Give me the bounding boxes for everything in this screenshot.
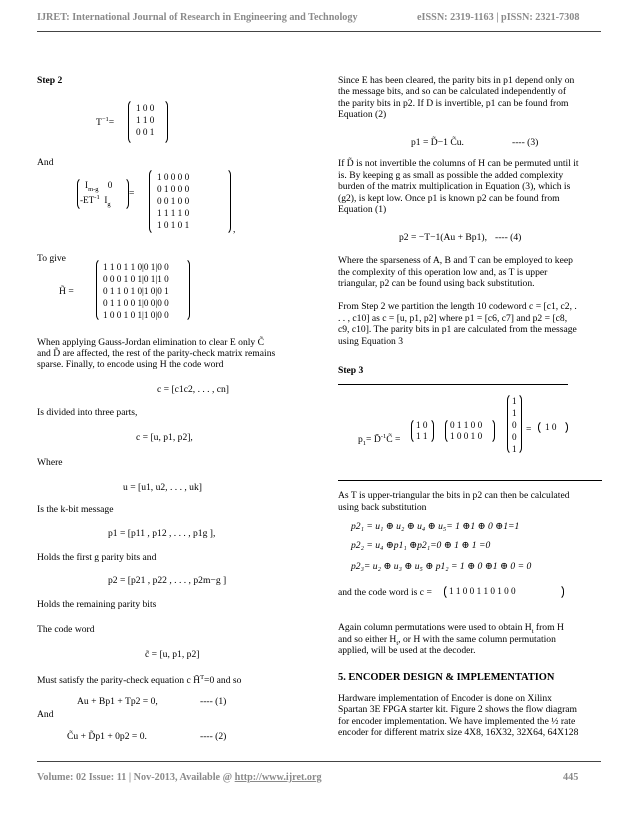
eq-cu-number: ---- (2) [200, 731, 227, 742]
result-equals: = [526, 424, 532, 435]
para-line: applied, will be used at the decoder. [338, 645, 476, 656]
eq3: p1 = D̃−1 C̃u. [411, 137, 464, 148]
header-rule [37, 31, 601, 32]
para-line: Spartan 3E FPGA starter kit. Figure 2 shows the flow diagram [338, 704, 578, 715]
big-row: 0 1 0 0 0 [157, 184, 190, 194]
para-line: Where the sparseness of A, B and T can be employed to keep [338, 255, 573, 266]
codeword-row: 1 1 0 0 1 1 0 1 0 0 [449, 586, 516, 596]
para-line: Again column permutations were used to obtain $H_t$ from H [338, 622, 564, 635]
para-line: the message bits, and so can be calculated independently of [338, 86, 567, 97]
big-row: 1 0 0 0 0 [157, 172, 190, 182]
tinv-row: 1 0 0 [136, 103, 155, 113]
c-row: 0 1 1 0 0 [450, 420, 483, 430]
para-line: From Step 2 we partition the length 10 codeword c = [c1, c2, . [338, 301, 577, 312]
para-line: is. By keeping g as small as possible the added complexity [338, 170, 564, 181]
eq3-number: ---- (3) [512, 137, 539, 148]
h-row: 0 1 1 0 0 1|0 0|0 0 [103, 298, 169, 308]
para-line: and so either $H_t$, or H with the same column permutation [338, 634, 556, 647]
gauss-line: and D̃ are affected, the rest of the parity-check matrix remains [37, 348, 276, 359]
block-row: $I_{m-g}$ 0 [85, 180, 113, 193]
step3-heading: Step 3 [338, 365, 364, 376]
u-entry: 1 [512, 408, 517, 418]
block-equals: = [129, 188, 135, 199]
eq-cu: C̃u + D̃p1 + 0p2 = 0. [67, 731, 147, 742]
h-row: 0 1 1 0 1 0|1 0|0 1 [103, 286, 169, 296]
eq-u: u = [u1, u2, . . . , uk] [123, 482, 202, 493]
result-row: 1 0 [545, 422, 557, 432]
para-line: c9, c10]. The parity bits in p1 are calculated from the message [338, 324, 577, 335]
para-line: If D̃ is not invertible the columns of H can be permuted until it [338, 158, 579, 169]
and-label: And [37, 157, 54, 168]
dinv-row: 1 0 [416, 420, 428, 430]
para-line: Since E has been cleared, the parity bits in p1 depend only on [338, 75, 575, 86]
eq-au-number: ---- (1) [200, 696, 227, 707]
eq-parts: c = [u, p1, p2], [136, 432, 193, 443]
p1-label: $p_1=$ D̃$^{-1}$C̃ = [358, 433, 401, 448]
kbit-text: Is the k-bit message [37, 504, 114, 515]
para-line: As T is upper-triangular the bits in p2 can then be calculated [338, 490, 570, 501]
eq-p22: p2₂ = u₄ ⊕p1₁ ⊕p2₁=0 ⊕ 1 ⊕ 1 =0 [351, 540, 491, 551]
gauss-line: sparse. Finally, to encode using H the code word [37, 359, 224, 370]
big-row: 1 0 1 0 1 [157, 220, 190, 230]
u-entry: 0 [512, 432, 517, 442]
h-row: 0 0 0 1 0 1|0 1|1 0 [103, 274, 169, 284]
where-text: Where [37, 457, 63, 468]
u-entry: 1 [512, 444, 517, 454]
para-line: encoder for different matrix size 4X8, 16X32, 32X64, 64X128 [338, 727, 579, 738]
u-entry: 1 [512, 396, 517, 406]
codeword-label: and the code word is c = [338, 587, 432, 598]
eq-ctilde: c̃ = [u, p1, p2] [145, 649, 200, 660]
para-line: using Equation 3 [338, 336, 404, 347]
step3-bottom-rule [338, 480, 602, 481]
to-give: To give [37, 253, 66, 264]
para-line: Equation (1) [338, 204, 387, 215]
journal-title: IJRET: International Journal of Research in Engineering and Technology [37, 12, 358, 23]
para-line: triangular, p2 can be found using back substitution. [338, 278, 535, 289]
tinv-row: 0 0 1 [136, 127, 155, 137]
h-row: 1 1 0 1 1 0|0 1|0 0 [103, 262, 169, 272]
code-word-text: The code word [37, 624, 95, 635]
eq-au: Au + Bp1 + Tp2 = 0, [77, 696, 158, 707]
para-line: burden of the matrix multiplication in Equation (3), which is [338, 181, 571, 192]
big-comma: , [233, 224, 236, 235]
tinv-label: $T^{-1}=$ [96, 116, 115, 129]
footer-text: Volume: 02 Issue: 11 | Nov-2013, Available @ http://www.ijret.org [37, 772, 322, 783]
eq-p1: p1 = [p11 , p12 , . . . , p1g ], [108, 528, 216, 539]
c-row: 1 0 0 1 0 [450, 431, 483, 441]
block-row: $-ET^{-1}$ $I_g$ [80, 194, 111, 208]
must-satisfy-text: Must satisfy the parity-check equation c H̃$^T$=0 and so [37, 674, 242, 687]
para-line: Hardware implementation of Encoder is done on Xilinx [338, 693, 552, 704]
footer-rule [37, 761, 601, 762]
step3-top-rule [338, 384, 568, 385]
para-line: Equation (2) [338, 109, 387, 120]
section-heading: 5. ENCODER DESIGN & IMPLEMENTATION [338, 672, 555, 683]
htilde-label: H̃ = [59, 286, 74, 297]
divided-text: Is divided into three parts, [37, 407, 138, 418]
holds-first-text: Holds the first g parity bits and [37, 552, 157, 563]
para-line: (g2), is kept low. Once p1 is known p2 can be found from [338, 193, 560, 204]
h-row: 1 0 0 1 0 1|1 0|0 0 [103, 310, 169, 320]
dinv-row: 1 1 [416, 431, 428, 441]
eq-c: c = [c1c2, . . . , cn] [157, 384, 230, 395]
gauss-line: When applying Gauss-Jordan elimination to clear E only C̃ [37, 337, 264, 348]
step2-heading: Step 2 [37, 75, 63, 86]
eq-p23: p2₃= u₂ ⊕ u₃ ⊕ u₅ ⊕ p1₂ = 1 ⊕ 0 ⊕1 ⊕ 0 = 0 [351, 561, 532, 572]
para-line: the parity bits in p2. If D is invertible, p1 can be found from [338, 98, 569, 109]
eq4: p2 = −T−1(Au + Bp1), [399, 232, 487, 243]
u-entry: 0 [512, 420, 517, 430]
para-line: . . , c10] as c = [u, p1, p2] where p1 = [c6, c7] and p2 = [c8, [338, 313, 568, 324]
and-label: And [37, 709, 54, 720]
para-line: for encoder implementation. We have implemented the ½ rate [338, 716, 576, 727]
para-line: using back substitution [338, 502, 427, 513]
page-number: 445 [563, 772, 579, 783]
eq-p21: p2₁ = u₁ ⊕ u₂ ⊕ u₄ ⊕ u₅= 1 ⊕1 ⊕ 0 ⊕1=1 [351, 521, 520, 532]
big-row: 1 1 1 1 0 [157, 208, 190, 218]
holds-remaining-text: Holds the remaining parity bits [37, 599, 157, 610]
tinv-row: 1 1 0 [136, 115, 155, 125]
big-row: 0 0 1 0 0 [157, 196, 190, 206]
para-line: the complexity of this operation low and, as T is upper [338, 267, 548, 278]
footer-link[interactable]: http://www.ijret.org [234, 772, 322, 783]
eq4-number: ---- (4) [495, 232, 522, 243]
eq-p2: p2 = [p21 , p22 , . . . , p2m−g ] [108, 575, 227, 586]
issn-info: eISSN: 2319-1163 | pISSN: 2321-7308 [417, 12, 580, 23]
